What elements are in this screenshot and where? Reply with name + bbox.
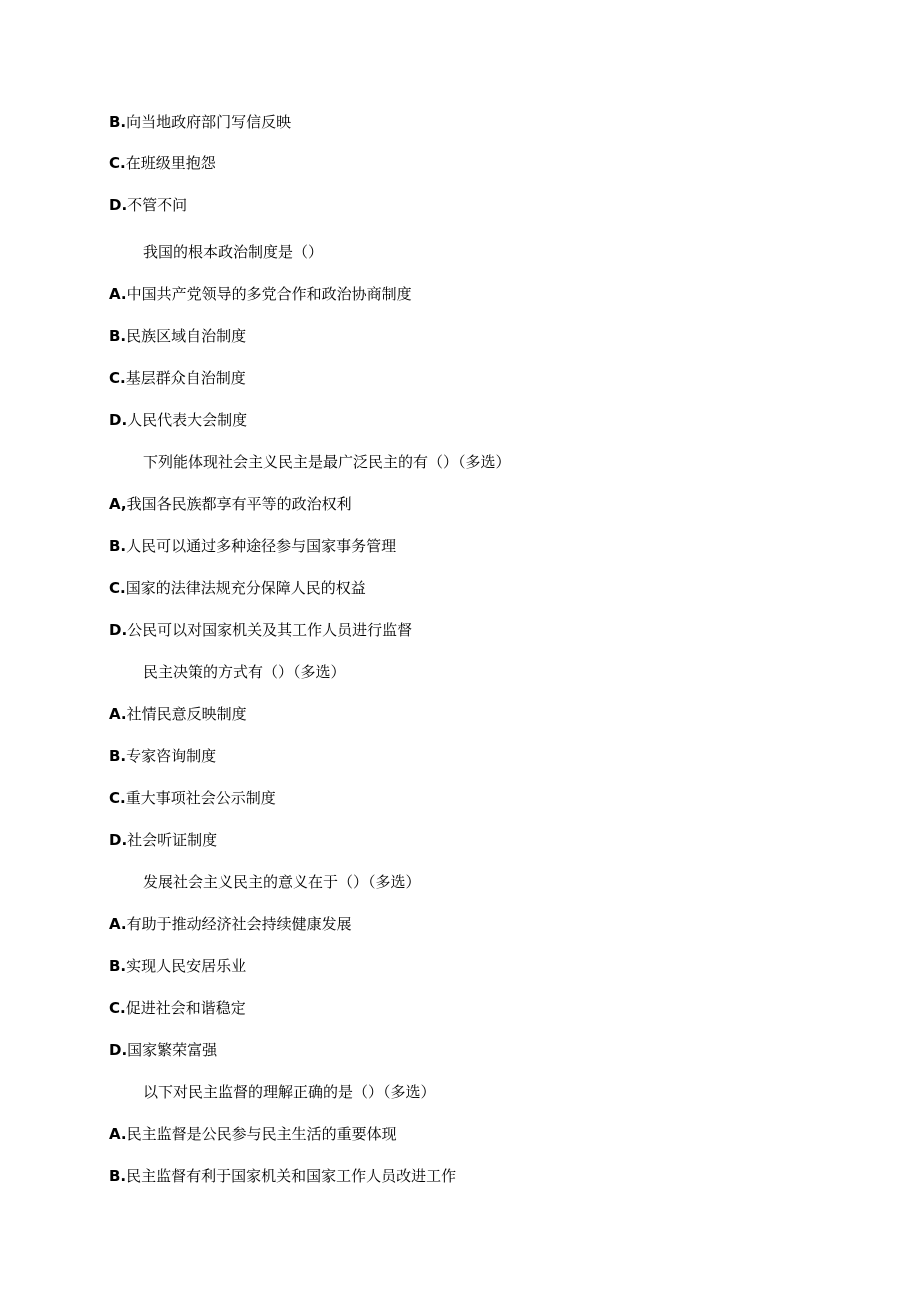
option-letter: D. — [109, 1041, 128, 1059]
question-text: 民主决策的方式有（）（多选） — [143, 663, 346, 681]
option-line — [109, 112, 291, 132]
option-line — [109, 620, 412, 640]
question-line — [143, 242, 323, 262]
option-letter: B. — [109, 113, 127, 131]
question-text: 我国的根本政治制度是（） — [143, 243, 324, 261]
option-text: 国家繁荣富强 — [127, 1041, 218, 1059]
option-text: 在班级里抱怨 — [125, 154, 216, 172]
option-letter: D. — [109, 621, 128, 639]
question-text: 发展社会主义民主的意义在于（）（多选） — [143, 873, 421, 891]
option-text: 重大事项社会公示制度 — [125, 789, 276, 807]
option-text: 有助于推动经济社会持续健康发展 — [126, 915, 352, 933]
option-letter: C. — [109, 579, 126, 597]
option-letter: D. — [109, 411, 128, 429]
option-text: 社会听证制度 — [127, 831, 218, 849]
question-text: 以下对民主监督的理解正确的是（）（多选） — [143, 1083, 436, 1101]
option-letter: A, — [109, 495, 127, 513]
option-letter: D. — [109, 831, 128, 849]
option-text: 专家咨询制度 — [126, 747, 217, 765]
option-letter: A. — [109, 915, 127, 933]
option-letter: B. — [109, 537, 127, 555]
question-text: 下列能体现社会主义民主是最广泛民主的有（）（多选） — [143, 453, 511, 471]
option-letter: A. — [109, 285, 127, 303]
question-line — [143, 872, 421, 892]
option-text: 中国共产党领导的多党合作和政治协商制度 — [126, 285, 412, 303]
option-line — [109, 830, 217, 850]
option-letter: C. — [109, 999, 126, 1017]
option-line — [109, 536, 396, 556]
question-line — [143, 452, 511, 472]
option-text: 不管不问 — [127, 196, 188, 214]
option-text: 民族区域自治制度 — [126, 327, 247, 345]
question-line — [143, 1082, 436, 1102]
option-letter: A. — [109, 1125, 127, 1143]
option-line — [109, 1040, 217, 1060]
option-text: 社情民意反映制度 — [126, 705, 247, 723]
option-letter: B. — [109, 957, 127, 975]
option-letter: C. — [109, 369, 126, 387]
option-letter: B. — [109, 747, 127, 765]
option-text: 实现人民安居乐业 — [126, 957, 247, 975]
option-text: 促进社会和谐稳定 — [125, 999, 246, 1017]
option-line — [109, 195, 187, 215]
option-line — [109, 368, 246, 388]
option-line — [109, 914, 352, 934]
option-text: 我国各民族都享有平等的政治权利 — [126, 495, 352, 513]
option-letter: B. — [109, 327, 127, 345]
option-line — [109, 1124, 397, 1144]
option-line — [109, 578, 366, 598]
option-line — [109, 1166, 456, 1186]
option-text: 基层群众自治制度 — [125, 369, 246, 387]
option-line — [109, 704, 247, 724]
option-line — [109, 284, 412, 304]
option-letter: C. — [109, 154, 126, 172]
option-line — [109, 410, 247, 430]
option-text: 向当地政府部门写信反映 — [126, 113, 292, 131]
option-line — [109, 956, 246, 976]
option-line — [109, 998, 246, 1018]
option-letter: D. — [109, 196, 128, 214]
option-text: 民主监督是公民参与民主生活的重要体现 — [126, 1125, 397, 1143]
option-letter: C. — [109, 789, 126, 807]
option-line — [109, 788, 276, 808]
option-line — [109, 494, 352, 514]
option-text: 民主监督有利于国家机关和国家工作人员改进工作 — [126, 1167, 457, 1185]
option-line — [109, 746, 216, 766]
option-text: 公民可以对国家机关及其工作人员进行监督 — [127, 621, 413, 639]
question-line — [143, 662, 346, 682]
option-line — [109, 153, 216, 173]
option-line — [109, 326, 246, 346]
option-letter: A. — [109, 705, 127, 723]
option-text: 人民代表大会制度 — [127, 411, 248, 429]
option-letter: B. — [109, 1167, 127, 1185]
option-text: 人民可以通过多种途径参与国家事务管理 — [126, 537, 397, 555]
option-text: 国家的法律法规充分保障人民的权益 — [125, 579, 366, 597]
